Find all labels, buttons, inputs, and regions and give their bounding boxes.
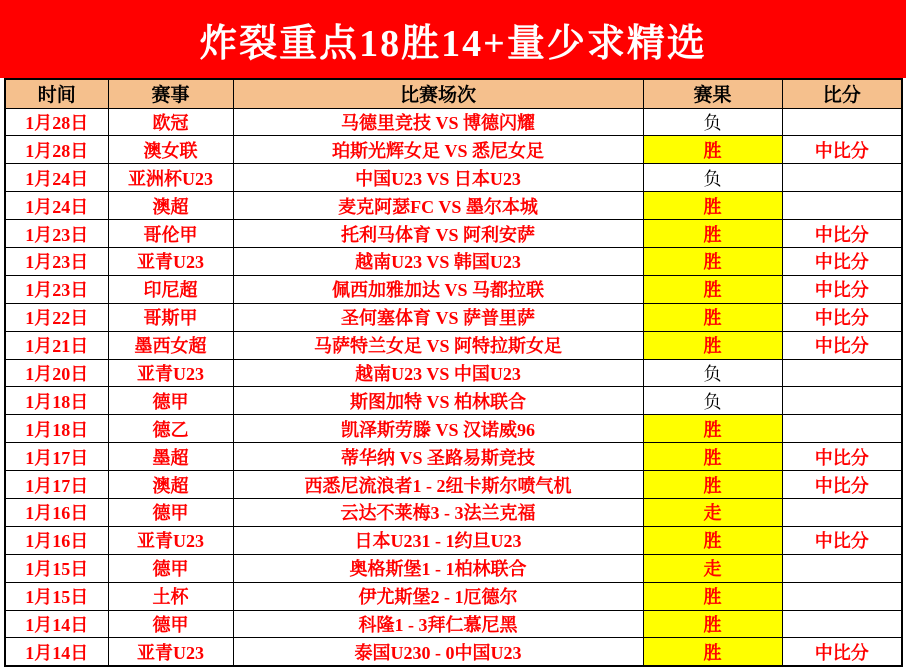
date-cell: 1月24日 (5, 164, 108, 192)
table-row (5, 387, 902, 415)
league-cell: 印尼超 (108, 275, 233, 303)
table-row (5, 359, 902, 387)
league-cell: 亚青U23 (108, 359, 233, 387)
date-cell: 1月23日 (5, 275, 108, 303)
league-cell: 德甲 (108, 498, 233, 526)
date-cell: 1月17日 (5, 471, 108, 499)
result-cell: 胜 (643, 610, 782, 638)
league-cell: 亚青U23 (108, 247, 233, 275)
result-cell: 胜 (643, 415, 782, 443)
score-cell (782, 192, 902, 220)
score-cell: 中比分 (782, 220, 902, 248)
match-cell: 云达不莱梅3 - 3法兰克福 (233, 498, 643, 526)
table-row (5, 443, 902, 471)
result-cell: 负 (643, 359, 782, 387)
score-cell: 中比分 (782, 443, 902, 471)
league-cell: 亚青U23 (108, 526, 233, 554)
league-cell: 墨西女超 (108, 331, 233, 359)
header-result: 赛果 (643, 79, 782, 108)
table-row (5, 108, 902, 136)
match-cell: 越南U23 VS 韩国U23 (233, 247, 643, 275)
date-cell: 1月23日 (5, 220, 108, 248)
match-cell: 伊尤斯堡2 - 1厄德尔 (233, 582, 643, 610)
league-cell: 欧冠 (108, 108, 233, 136)
table-row (5, 220, 902, 248)
league-cell: 澳女联 (108, 136, 233, 164)
header-league: 赛事 (108, 79, 233, 108)
result-cell: 负 (643, 164, 782, 192)
match-cell: 马德里竞技 VS 博德闪耀 (233, 108, 643, 136)
table-row (5, 526, 902, 554)
date-cell: 1月16日 (5, 498, 108, 526)
match-cell: 奥格斯堡1 - 1柏林联合 (233, 554, 643, 582)
result-cell: 胜 (643, 638, 782, 666)
match-cell: 泰国U230 - 0中国U23 (233, 638, 643, 666)
league-cell: 墨超 (108, 443, 233, 471)
table-row (5, 331, 902, 359)
score-cell: 中比分 (782, 275, 902, 303)
score-cell: 中比分 (782, 526, 902, 554)
title-banner (0, 0, 906, 78)
result-cell: 胜 (643, 275, 782, 303)
result-cell: 胜 (643, 526, 782, 554)
match-cell: 马萨特兰女足 VS 阿特拉斯女足 (233, 331, 643, 359)
score-cell (782, 164, 902, 192)
date-cell: 1月22日 (5, 303, 108, 331)
date-cell: 1月15日 (5, 554, 108, 582)
match-cell: 佩西加雅加达 VS 马都拉联 (233, 275, 643, 303)
header-time: 时间 (5, 79, 108, 108)
match-cell: 珀斯光辉女足 VS 悉尼女足 (233, 136, 643, 164)
table-row (5, 554, 902, 582)
date-cell: 1月15日 (5, 582, 108, 610)
table-row (5, 247, 902, 275)
league-cell: 亚青U23 (108, 638, 233, 666)
date-cell: 1月28日 (5, 108, 108, 136)
score-cell: 中比分 (782, 303, 902, 331)
date-cell: 1月23日 (5, 247, 108, 275)
match-cell: 科隆1 - 3拜仁慕尼黑 (233, 610, 643, 638)
date-cell: 1月28日 (5, 136, 108, 164)
table-row (5, 471, 902, 499)
result-cell: 胜 (643, 220, 782, 248)
score-cell: 中比分 (782, 247, 902, 275)
score-cell (782, 610, 902, 638)
result-cell: 胜 (643, 136, 782, 164)
result-cell: 胜 (643, 331, 782, 359)
header-score: 比分 (782, 79, 902, 108)
table-row (5, 164, 902, 192)
table-row (5, 498, 902, 526)
date-cell: 1月18日 (5, 387, 108, 415)
table-row (5, 275, 902, 303)
score-cell (782, 387, 902, 415)
date-cell: 1月17日 (5, 443, 108, 471)
score-cell: 中比分 (782, 638, 902, 666)
result-cell: 胜 (643, 582, 782, 610)
match-cell: 越南U23 VS 中国U23 (233, 359, 643, 387)
score-cell (782, 554, 902, 582)
league-cell: 德甲 (108, 610, 233, 638)
result-cell: 走 (643, 554, 782, 582)
league-cell: 德甲 (108, 554, 233, 582)
header-match: 比赛场次 (233, 79, 643, 108)
league-cell: 澳超 (108, 192, 233, 220)
score-cell: 中比分 (782, 471, 902, 499)
league-cell: 哥伦甲 (108, 220, 233, 248)
score-cell (782, 108, 902, 136)
score-cell: 中比分 (782, 331, 902, 359)
league-cell: 德甲 (108, 387, 233, 415)
table-row (5, 136, 902, 164)
result-cell: 负 (643, 387, 782, 415)
date-cell: 1月14日 (5, 638, 108, 666)
match-cell: 托利马体育 VS 阿利安萨 (233, 220, 643, 248)
table-row (5, 415, 902, 443)
table-row (5, 638, 902, 666)
table-row (5, 303, 902, 331)
match-cell: 西悉尼流浪者1 - 2纽卡斯尔喷气机 (233, 471, 643, 499)
result-cell: 走 (643, 498, 782, 526)
date-cell: 1月14日 (5, 610, 108, 638)
score-cell (782, 498, 902, 526)
result-cell: 胜 (643, 247, 782, 275)
result-cell: 胜 (643, 303, 782, 331)
match-cell: 蒂华纳 VS 圣路易斯竞技 (233, 443, 643, 471)
match-cell: 斯图加特 VS 柏林联合 (233, 387, 643, 415)
date-cell: 1月18日 (5, 415, 108, 443)
date-cell: 1月16日 (5, 526, 108, 554)
league-cell: 亚洲杯U23 (108, 164, 233, 192)
result-cell: 负 (643, 108, 782, 136)
match-cell: 麦克阿瑟FC VS 墨尔本城 (233, 192, 643, 220)
result-cell: 胜 (643, 443, 782, 471)
results-table (4, 78, 903, 667)
match-cell: 中国U23 VS 日本U23 (233, 164, 643, 192)
result-cell: 胜 (643, 192, 782, 220)
league-cell: 哥斯甲 (108, 303, 233, 331)
date-cell: 1月24日 (5, 192, 108, 220)
table-row (5, 610, 902, 638)
header-row (5, 79, 902, 108)
league-cell: 土杯 (108, 582, 233, 610)
result-cell: 胜 (643, 471, 782, 499)
score-cell (782, 359, 902, 387)
date-cell: 1月20日 (5, 359, 108, 387)
page-title: 炸裂重点18胜14+量少求精选 (199, 22, 707, 65)
score-cell: 中比分 (782, 136, 902, 164)
score-cell (782, 415, 902, 443)
league-cell: 澳超 (108, 471, 233, 499)
league-cell: 德乙 (108, 415, 233, 443)
match-cell: 日本U231 - 1约旦U23 (233, 526, 643, 554)
date-cell: 1月21日 (5, 331, 108, 359)
table-row (5, 582, 902, 610)
match-cell: 圣何塞体育 VS 萨普里萨 (233, 303, 643, 331)
score-cell (782, 582, 902, 610)
table-row (5, 192, 902, 220)
match-cell: 凯泽斯劳滕 VS 汉诺威96 (233, 415, 643, 443)
